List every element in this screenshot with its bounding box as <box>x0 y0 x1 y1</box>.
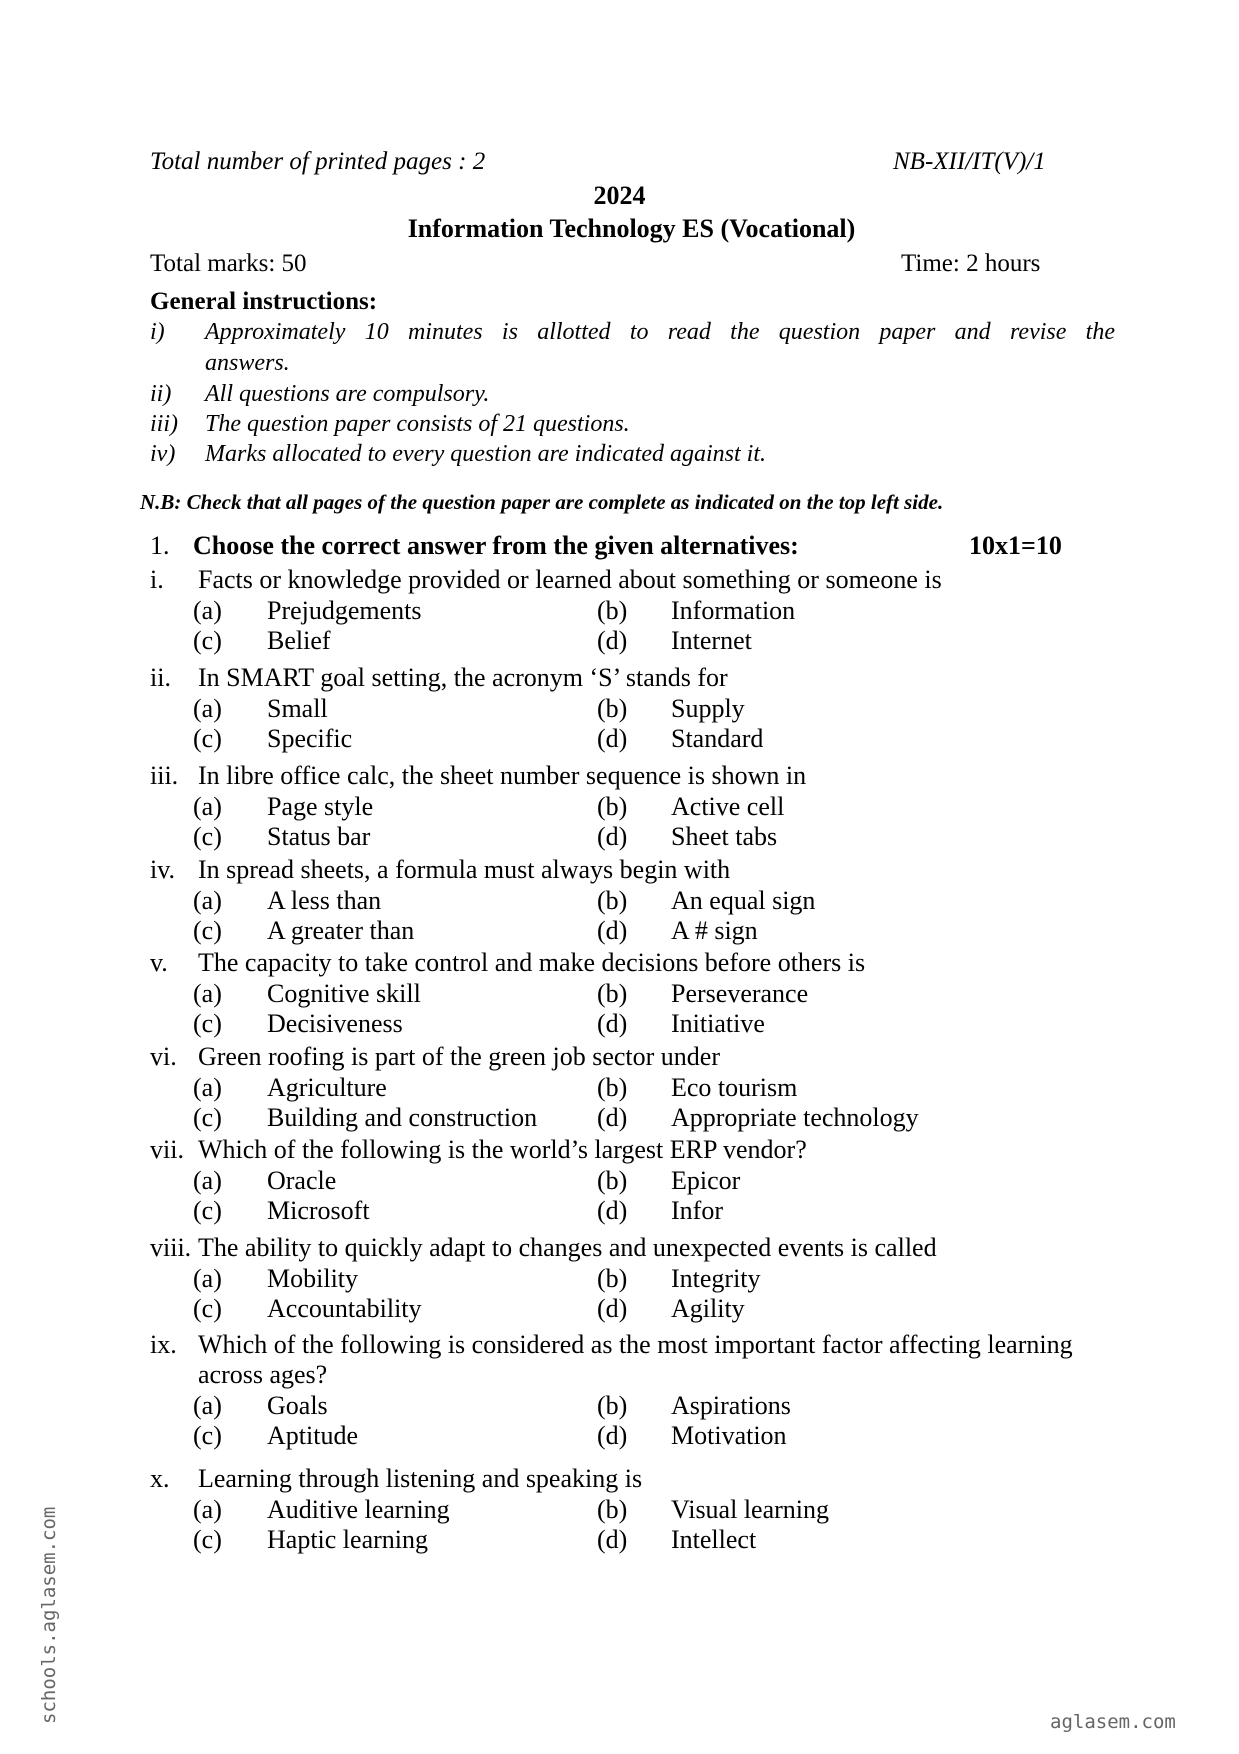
nb-note: N.B: Check that all pages of the question paper are complete as indicated on the top left side. <box>140 490 944 514</box>
option-text: Page style <box>267 792 374 821</box>
option-label: (c) <box>193 822 222 851</box>
question-text: Learning through listening and speaking is <box>198 1464 643 1493</box>
option-text: Agriculture <box>267 1073 387 1102</box>
option-label: (c) <box>193 916 222 945</box>
option-text: Perseverance <box>671 979 809 1008</box>
side-watermark: schools.aglasem.com <box>38 1506 60 1724</box>
exam-year: 2024 <box>593 181 646 210</box>
corner-watermark: aglasem.com <box>1050 1711 1176 1733</box>
instruction-text: Approximately 10 minutes is allotted to read the question paper and revise the <box>205 319 1115 345</box>
option-text: Belief <box>267 626 331 655</box>
question-number: viii. <box>150 1233 192 1262</box>
option-label: (c) <box>193 626 222 655</box>
option-text: Information <box>671 596 796 625</box>
option-label: (b) <box>597 694 628 723</box>
option-label: (a) <box>193 979 222 1008</box>
option-text: Intellect <box>671 1525 757 1554</box>
question-text: Green roofing is part of the green job sector under <box>198 1042 720 1071</box>
option-text: Accountability <box>267 1294 422 1323</box>
option-text: Aptitude <box>267 1421 358 1450</box>
option-label: (c) <box>193 1294 222 1323</box>
option-label: (b) <box>597 792 628 821</box>
option-label: (d) <box>597 626 628 655</box>
subject-title: Information Technology ES (Vocational) <box>407 214 856 243</box>
question-number: iv. <box>150 855 176 884</box>
question-text: In spread sheets, a formula must always begin with <box>198 855 731 884</box>
option-label: (d) <box>597 1103 628 1132</box>
option-text: Initiative <box>671 1009 765 1038</box>
question-number: vi. <box>150 1042 177 1071</box>
total-marks: Total marks: 50 <box>150 250 307 277</box>
question-text: Which of the following is the world’s largest ERP vendor? <box>198 1135 807 1164</box>
option-text: Status bar <box>267 822 371 851</box>
option-text: Internet <box>671 626 752 655</box>
instruction-text: The question paper consists of 21 questions. <box>205 411 630 437</box>
option-label: (c) <box>193 1525 222 1554</box>
option-text: Motivation <box>671 1421 787 1450</box>
option-text: Auditive learning <box>267 1495 450 1524</box>
option-label: (c) <box>193 1196 222 1225</box>
time-allowed: Time: 2 hours <box>901 250 1041 277</box>
question-number: vii. <box>150 1135 184 1164</box>
option-text: Haptic learning <box>267 1525 428 1554</box>
option-label: (b) <box>597 1166 628 1195</box>
option-label: (b) <box>597 596 628 625</box>
question-text: In libre office calc, the sheet number sequence is shown in <box>198 761 807 790</box>
option-label: (b) <box>597 1264 628 1293</box>
option-label: (a) <box>193 1264 222 1293</box>
option-text: An equal sign <box>671 886 816 915</box>
option-label: (a) <box>193 886 222 915</box>
paper-code: NB-XII/IT(V)/1 <box>893 148 1046 175</box>
question-text-continued: across ages? <box>198 1360 328 1389</box>
option-text: Infor <box>671 1196 723 1225</box>
printed-pages-note: Total number of printed pages : 2 <box>150 148 486 175</box>
option-text: Aspirations <box>671 1391 791 1420</box>
option-label: (a) <box>193 1166 222 1195</box>
instruction-text: Marks allocated to every question are indicated against it. <box>205 441 766 467</box>
option-text: Goals <box>267 1391 328 1420</box>
option-label: (c) <box>193 1103 222 1132</box>
question-text: Facts or knowledge provided or learned about something or someone is <box>198 565 942 594</box>
option-label: (c) <box>193 1009 222 1038</box>
instruction-number: i) <box>150 319 165 345</box>
question-number: v. <box>150 948 168 977</box>
instructions-title: General instructions: <box>150 288 378 315</box>
option-text: A less than <box>267 886 382 915</box>
option-label: (b) <box>597 886 628 915</box>
option-label: (c) <box>193 724 222 753</box>
option-text: Active cell <box>671 792 785 821</box>
option-label: (d) <box>597 1294 628 1323</box>
option-text: Appropriate technology <box>671 1103 919 1132</box>
option-label: (d) <box>597 1009 628 1038</box>
instruction-number: iii) <box>150 411 178 437</box>
option-text: Epicor <box>671 1166 741 1195</box>
option-text: Small <box>267 694 328 723</box>
option-label: (a) <box>193 596 222 625</box>
option-label: (d) <box>597 1421 628 1450</box>
instruction-number: iv) <box>150 441 176 467</box>
question-text: In SMART goal setting, the acronym ‘S’ stands for <box>198 663 728 692</box>
option-text: Mobility <box>267 1264 359 1293</box>
option-label: (a) <box>193 1495 222 1524</box>
option-text: Specific <box>267 724 353 753</box>
option-text: Sheet tabs <box>671 822 778 851</box>
instruction-text-continued: answers. <box>205 350 290 376</box>
option-label: (a) <box>193 694 222 723</box>
section-marks: 10x1=10 <box>969 531 1062 560</box>
option-label: (c) <box>193 1421 222 1450</box>
instruction-number: ii) <box>150 381 172 407</box>
question-number: ii. <box>150 663 171 692</box>
option-label: (d) <box>597 1196 628 1225</box>
section-number: 1. <box>150 531 170 560</box>
option-label: (b) <box>597 979 628 1008</box>
question-number: ix. <box>150 1330 177 1359</box>
question-text: The capacity to take control and make decisions before others is <box>198 948 866 977</box>
option-label: (d) <box>597 724 628 753</box>
option-text: Building and construction <box>267 1103 538 1132</box>
question-text: Which of the following is considered as the most important factor affecting learning <box>198 1330 1073 1359</box>
option-label: (d) <box>597 916 628 945</box>
option-text: Decisiveness <box>267 1009 403 1038</box>
option-label: (d) <box>597 1525 628 1554</box>
option-text: Eco tourism <box>671 1073 798 1102</box>
option-label: (a) <box>193 792 222 821</box>
option-text: Microsoft <box>267 1196 370 1225</box>
option-text: Cognitive skill <box>267 979 421 1008</box>
instruction-text: All questions are compulsory. <box>205 381 490 407</box>
option-label: (b) <box>597 1391 628 1420</box>
option-label: (a) <box>193 1391 222 1420</box>
option-text: Oracle <box>267 1166 337 1195</box>
option-text: Standard <box>671 724 764 753</box>
question-number: i. <box>150 565 164 594</box>
option-text: Integrity <box>671 1264 761 1293</box>
question-number: iii. <box>150 761 179 790</box>
section-title: Choose the correct answer from the given alternatives: <box>193 531 799 560</box>
question-text: The ability to quickly adapt to changes and unexpected events is called <box>198 1233 937 1262</box>
option-text: Agility <box>671 1294 745 1323</box>
option-text: Prejudgements <box>267 596 422 625</box>
option-label: (a) <box>193 1073 222 1102</box>
option-text: A # sign <box>671 916 758 945</box>
option-label: (b) <box>597 1073 628 1102</box>
option-label: (b) <box>597 1495 628 1524</box>
option-text: Supply <box>671 694 745 723</box>
option-text: Visual learning <box>671 1495 830 1524</box>
option-text: A greater than <box>267 916 415 945</box>
option-label: (d) <box>597 822 628 851</box>
question-number: x. <box>150 1464 170 1493</box>
